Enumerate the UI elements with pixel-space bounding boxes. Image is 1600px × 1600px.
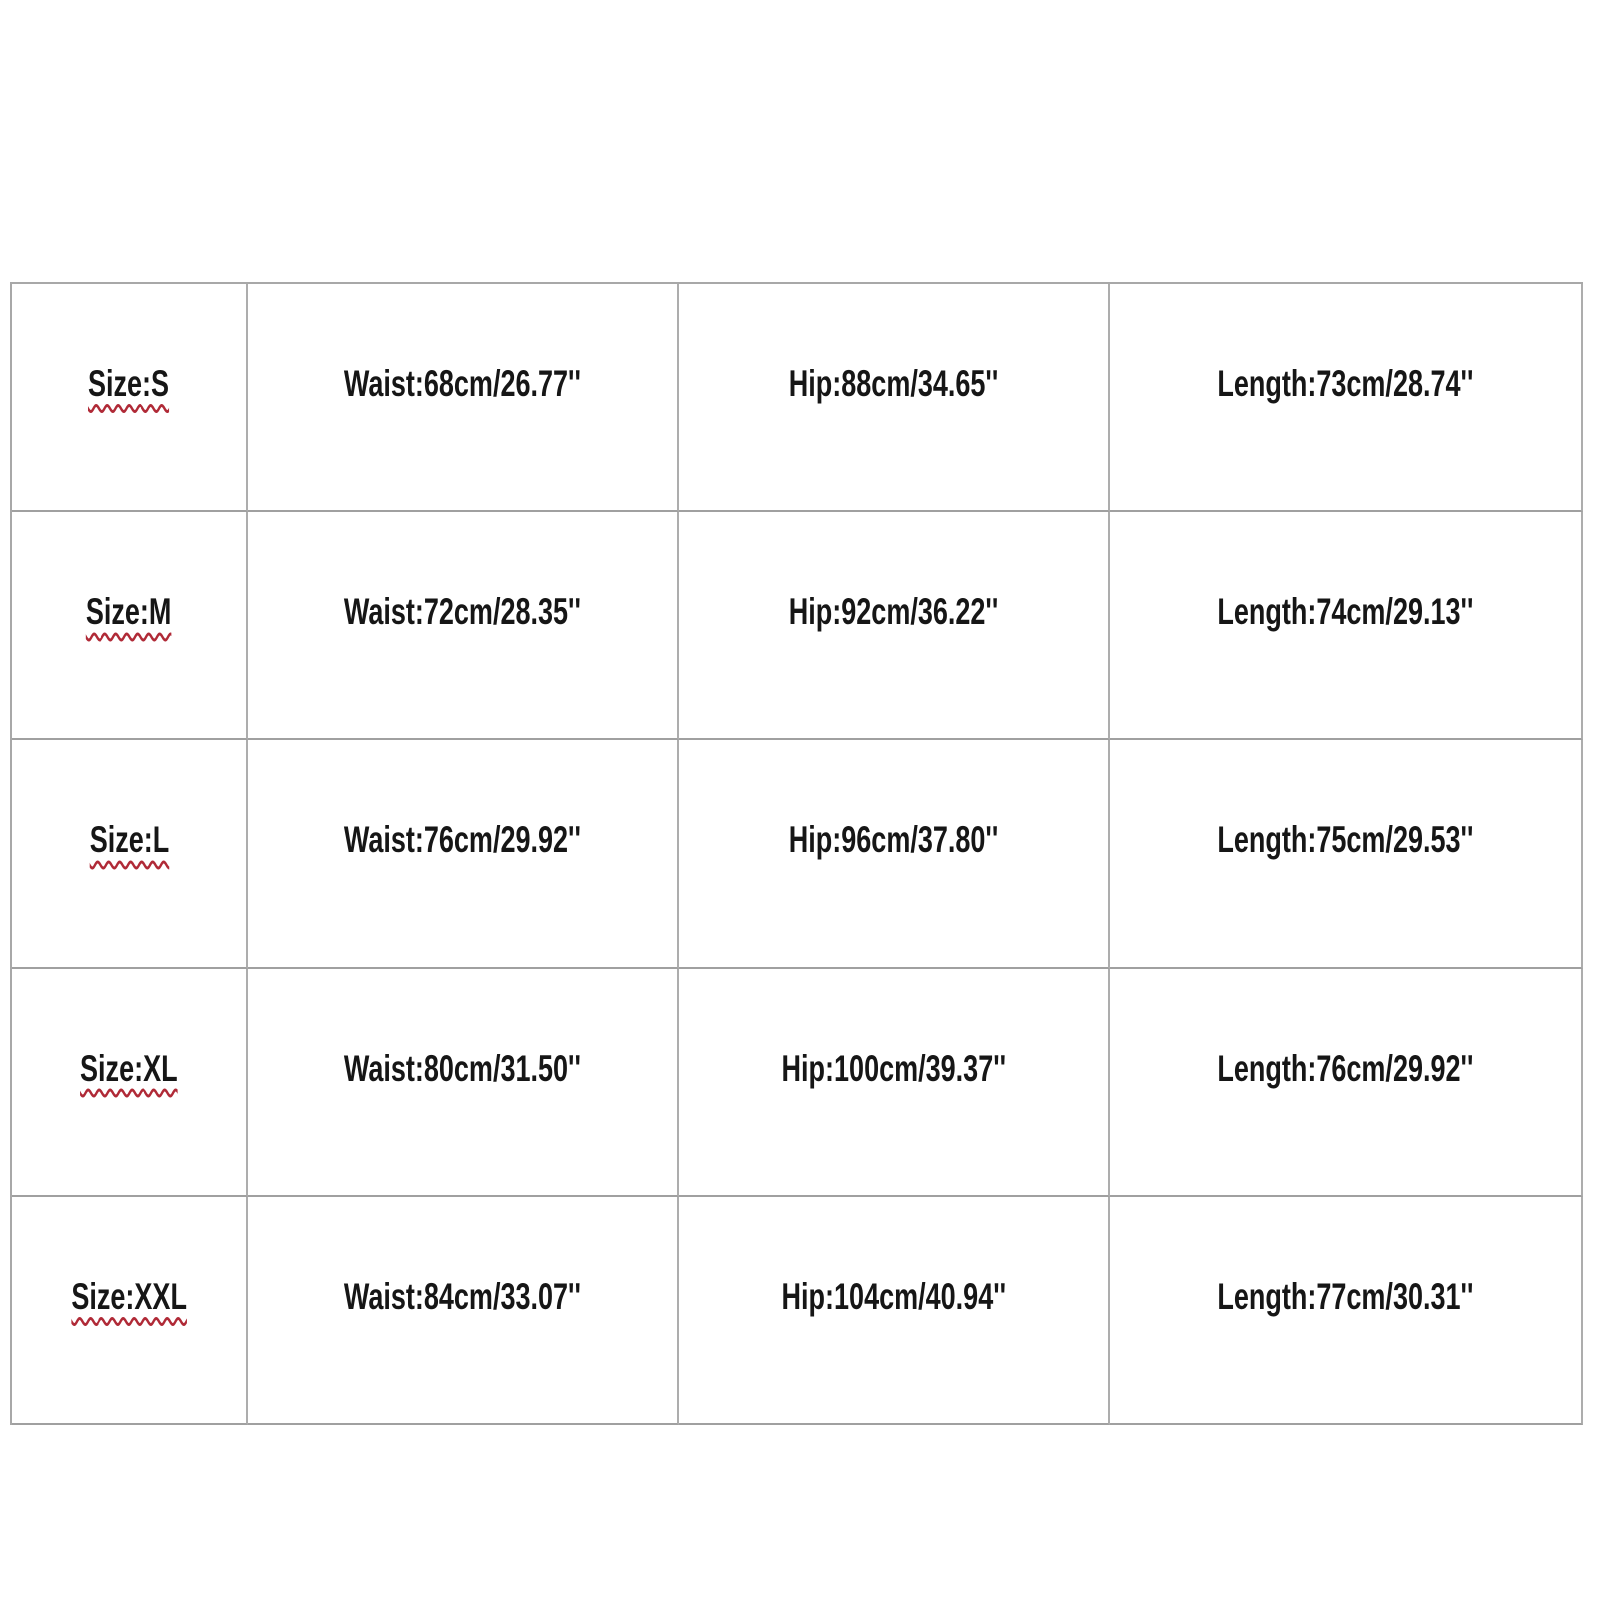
table-row-m-hip-cell	[679, 512, 1110, 740]
size-label: Size:XXL	[71, 1275, 187, 1317]
table-row-m-length-cell	[1110, 512, 1583, 740]
length-value: Length:74cm/29.13''	[1217, 591, 1474, 633]
table-row-m-waist-cell	[248, 512, 679, 740]
size-chart-table	[10, 282, 1583, 1425]
table-row-s-size-cell	[12, 284, 248, 512]
hip-value: Hip:92cm/36.22''	[788, 591, 999, 633]
table-row-m-size-cell	[12, 512, 248, 740]
table-row-xxl-size-cell	[12, 1197, 248, 1425]
table-row-xxl-hip-cell	[679, 1197, 1110, 1425]
hip-value: Hip:88cm/34.65''	[788, 363, 999, 405]
table-row-l-hip-cell	[679, 740, 1110, 968]
table-row-xxl-waist-cell	[248, 1197, 679, 1425]
table-row-s-hip-cell	[679, 284, 1110, 512]
table-row-xxl-length-cell	[1110, 1197, 1583, 1425]
waist-value: Waist:84cm/33.07''	[343, 1275, 582, 1317]
waist-value: Waist:72cm/28.35''	[343, 591, 582, 633]
length-value: Length:77cm/30.31''	[1217, 1275, 1474, 1317]
hip-value: Hip:96cm/37.80''	[788, 819, 999, 861]
table-row-l-length-cell	[1110, 740, 1583, 968]
table-row-xl-hip-cell	[679, 969, 1110, 1197]
hip-value: Hip:104cm/40.94''	[781, 1275, 1006, 1317]
waist-value: Waist:68cm/26.77''	[343, 363, 582, 405]
table-row-l-waist-cell	[248, 740, 679, 968]
table-row-s-waist-cell	[248, 284, 679, 512]
length-value: Length:75cm/29.53''	[1217, 819, 1474, 861]
size-label: Size:S	[88, 363, 170, 405]
table-row-l-size-cell	[12, 740, 248, 968]
table-row-xl-waist-cell	[248, 969, 679, 1197]
waist-value: Waist:80cm/31.50''	[343, 1047, 582, 1089]
table-row-s-length-cell	[1110, 284, 1583, 512]
size-label: Size:L	[89, 819, 169, 861]
length-value: Length:76cm/29.92''	[1217, 1047, 1474, 1089]
table-row-xl-size-cell	[12, 969, 248, 1197]
size-label: Size:XL	[80, 1047, 178, 1089]
length-value: Length:73cm/28.74''	[1217, 363, 1474, 405]
waist-value: Waist:76cm/29.92''	[343, 819, 582, 861]
hip-value: Hip:100cm/39.37''	[781, 1047, 1006, 1089]
table-row-xl-length-cell	[1110, 969, 1583, 1197]
size-label: Size:M	[86, 591, 172, 633]
